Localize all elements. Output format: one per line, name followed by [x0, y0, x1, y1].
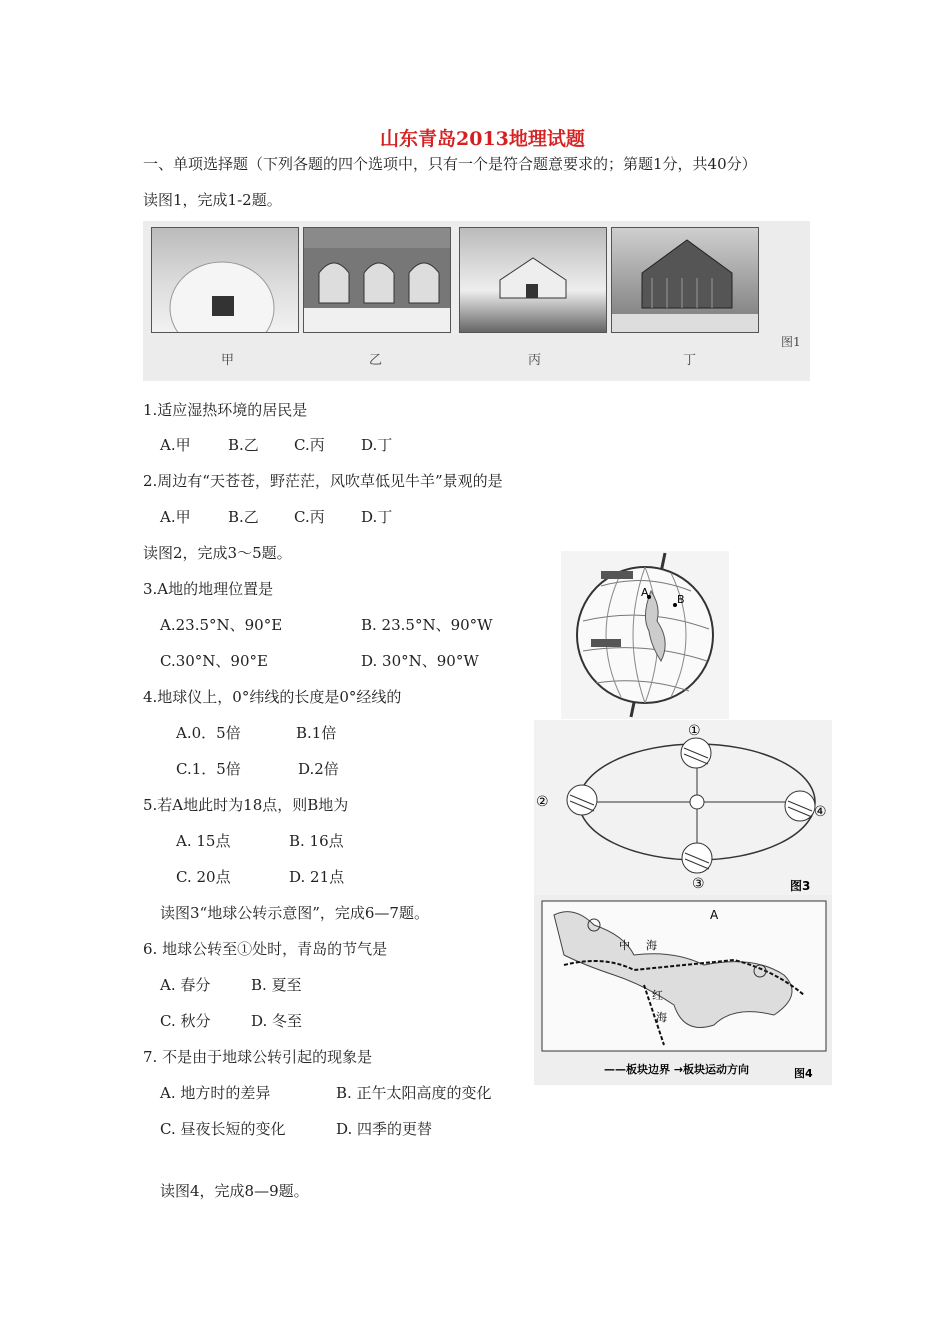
page-title: 山东青岛2013地理试题	[380, 128, 585, 150]
q3-option-a: A.23.5°N、90°E	[160, 616, 283, 634]
question-7: 7. 不是由于地球公转引起的现象是	[143, 1048, 373, 1066]
position-1: ①	[688, 723, 701, 739]
q5-option-c: C. 20点	[176, 868, 231, 886]
question-4: 4.地球仪上，0°纬线的长度是0°经线的	[143, 688, 402, 706]
figure-3-revolution	[534, 720, 832, 895]
globe-point-a: A	[641, 586, 649, 599]
q1-option-c: C.丙	[294, 436, 325, 454]
section-heading: 一、单项选择题（下列各题的四个选项中，只有一个是符合题意要求的；第题1分，共40分）	[143, 155, 757, 173]
instruction-fig2: 读图2，完成3～5题。	[143, 544, 292, 562]
q7-option-c: C. 昼夜长短的变化	[160, 1120, 286, 1138]
figure-2-globe	[561, 551, 729, 719]
position-3: ③	[692, 876, 705, 892]
question-3: 3.A地的地理位置是	[143, 580, 274, 598]
q6-option-a: A. 春分	[160, 976, 211, 994]
q6-option-c: C. 秋分	[160, 1012, 211, 1030]
q4-option-d: D.2倍	[298, 760, 339, 778]
q5-option-d: D. 21点	[289, 868, 345, 886]
figure-3-label: 图3	[790, 879, 811, 893]
figure-1	[143, 221, 810, 381]
globe-point-b: B	[677, 593, 685, 606]
position-2: ②	[536, 794, 549, 810]
question-6: 6. 地球公转至①处时，青岛的节气是	[143, 940, 388, 958]
q2-option-a: A.甲	[160, 508, 191, 526]
map-legend: ——板块边界 →板块运动方向	[604, 1063, 750, 1076]
q2-option-b: B.乙	[228, 508, 259, 526]
question-2: 2.周边有“天苍苍，野茫茫，风吹草低见牛羊”景观的是	[143, 472, 503, 490]
q1-option-d: D.丁	[361, 436, 393, 454]
q1-option-b: B.乙	[228, 436, 259, 454]
q2-option-c: C.丙	[294, 508, 325, 526]
instruction-fig3: 读图3“地球公转示意图”，完成6—7题。	[160, 904, 429, 922]
caption-ding: 丁	[683, 353, 697, 368]
q4-option-a: A.0．5倍	[176, 724, 241, 742]
position-4: ④	[814, 804, 827, 820]
caption-bing: 丙	[528, 353, 542, 368]
instruction-fig4: 读图4，完成8—9题。	[160, 1182, 309, 1200]
q1-option-a: A.甲	[160, 436, 191, 454]
figure-4-label: 图4	[794, 1067, 813, 1080]
q3-option-b: B. 23.5°N、90°W	[361, 616, 493, 634]
caption-yi: 乙	[369, 353, 383, 368]
q4-option-b: B.1倍	[296, 724, 337, 742]
photo-cave-dwelling	[303, 227, 451, 333]
q7-option-b: B. 正午太阳高度的变化	[336, 1084, 492, 1102]
figure-1-label: 图1	[781, 335, 801, 349]
instruction-fig1: 读图1，完成1-2题。	[143, 191, 282, 209]
q7-option-a: A. 地方时的差异	[160, 1084, 271, 1102]
q2-option-d: D.丁	[361, 508, 393, 526]
q5-option-a: A. 15点	[176, 832, 231, 850]
map-label-hai-1: 海	[646, 939, 657, 952]
q5-option-b: B. 16点	[289, 832, 344, 850]
map-point-a: A	[710, 908, 719, 922]
q7-option-d: D. 四季的更替	[336, 1120, 433, 1138]
map-label-hong: 红	[652, 989, 663, 1002]
map-label-hai-2: 海	[656, 1011, 667, 1024]
map-label-zhong: 中	[619, 939, 630, 952]
q4-option-c: C.1．5倍	[176, 760, 241, 778]
q6-option-b: B. 夏至	[251, 976, 302, 994]
photo-yurt	[459, 227, 607, 333]
photo-igloo	[151, 227, 299, 333]
q3-option-d: D. 30°N、90°W	[361, 652, 479, 670]
question-1: 1.适应湿热环境的居民是	[143, 401, 308, 419]
question-5: 5.若A地此时为18点，则B地为	[143, 796, 349, 814]
figure-4-plate-map	[534, 895, 832, 1085]
caption-jia: 甲	[221, 353, 235, 368]
photo-stilt-house	[611, 227, 759, 333]
q6-option-d: D. 冬至	[251, 1012, 303, 1030]
q3-option-c: C.30°N、90°E	[160, 652, 268, 670]
